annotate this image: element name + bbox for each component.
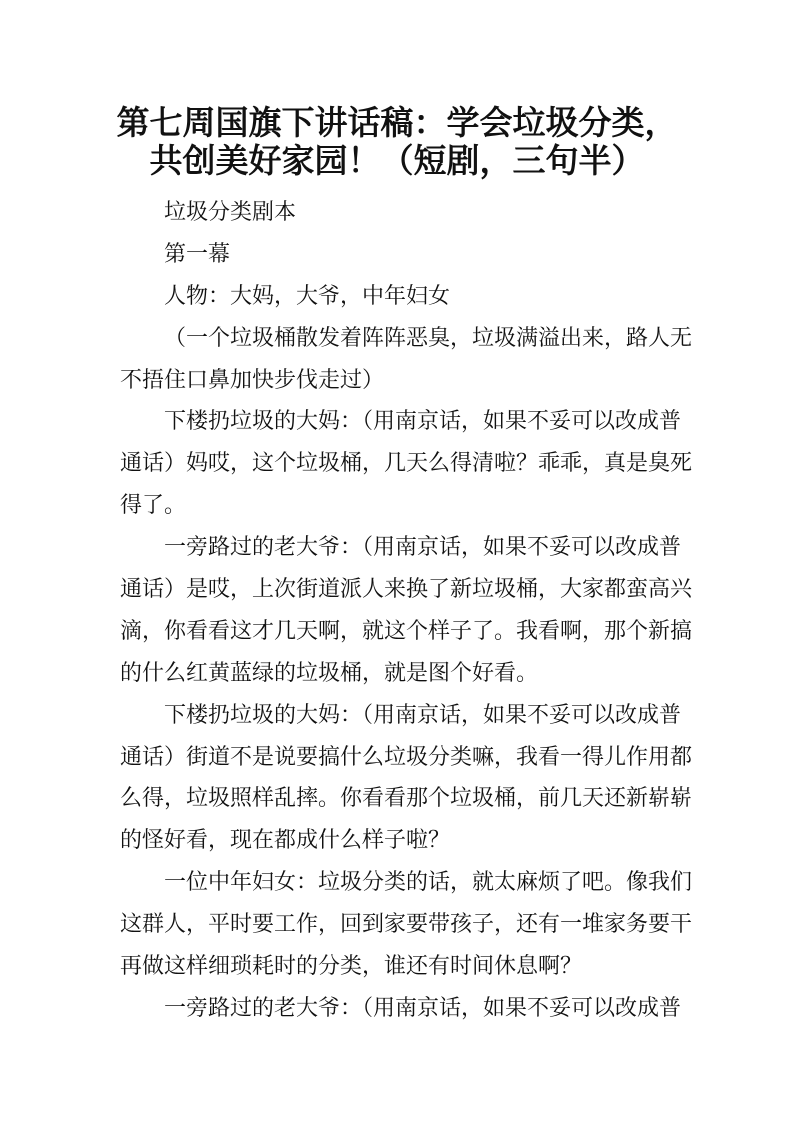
text-line: 通话）街道不是说要搞什么垃圾分类嘛，我看一得儿作用都 [120, 744, 693, 770]
text-line: 一旁路过的老大爷：（用南京话，如果不妥可以改成普 [164, 995, 682, 1021]
title-line: 共创美好家园！（短剧，三句半） [149, 141, 645, 180]
paragraph [120, 401, 693, 527]
text-line: 通话）妈哎，这个垃圾桶，几天么得清啦？乖乖，真是臭死 [120, 451, 693, 477]
document-body [120, 192, 693, 1030]
text-line: 第一幕 [164, 241, 231, 267]
text-line: 通话）是哎，上次街道派人来换了新垃圾桶，大家都蛮高兴 [120, 577, 693, 603]
text-line: 再做这样细琐耗时的分类，谁还有时间休息啊？ [120, 954, 583, 980]
text-line: 人物：大妈，大爷，中年妇女 [164, 283, 451, 309]
paragraph [120, 527, 693, 695]
text-line: 滴，你看看这才几天啊，就这个样子了。我看啊，那个新搞 [120, 618, 693, 644]
text-line: 的怪好看，现在都成什么样子啦？ [120, 828, 451, 854]
text-line: 么得，垃圾照样乱摔。你看看那个垃圾桶，前几天还新崭崭 [120, 786, 693, 812]
paragraph [120, 862, 693, 988]
text-line: 的什么红黄蓝绿的垃圾桶，就是图个好看。 [120, 660, 539, 686]
paragraph [120, 276, 674, 318]
text-line: 一位中年妇女：垃圾分类的话，就太麻烦了吧。像我们 [164, 870, 693, 896]
text-line: 下楼扔垃圾的大妈：（用南京话，如果不妥可以改成普 [164, 409, 682, 435]
text-line: 下楼扔垃圾的大妈：（用南京话，如果不妥可以改成普 [164, 702, 682, 728]
paragraph [120, 234, 674, 276]
text-line: 垃圾分类剧本 [164, 200, 297, 225]
paragraph [120, 988, 682, 1030]
text-line: 这群人，平时要工作，回到家要带孩子，还有一堆家务要干 [120, 912, 693, 938]
text-line: 得了。 [120, 493, 187, 519]
document-title [100, 104, 694, 180]
paragraph [120, 192, 674, 234]
text-line: 不捂住口鼻加快步伐走过） [120, 367, 385, 393]
text-line: 一旁路过的老大爷：（用南京话，如果不妥可以改成普 [164, 535, 682, 561]
title-line: 第七周国旗下讲话稿：学会垃圾分类， [116, 103, 678, 142]
paragraph [120, 695, 693, 863]
text-line: （一个垃圾桶散发着阵阵恶臭，垃圾满溢出来，路人无 [164, 325, 693, 351]
paragraph [120, 318, 693, 402]
